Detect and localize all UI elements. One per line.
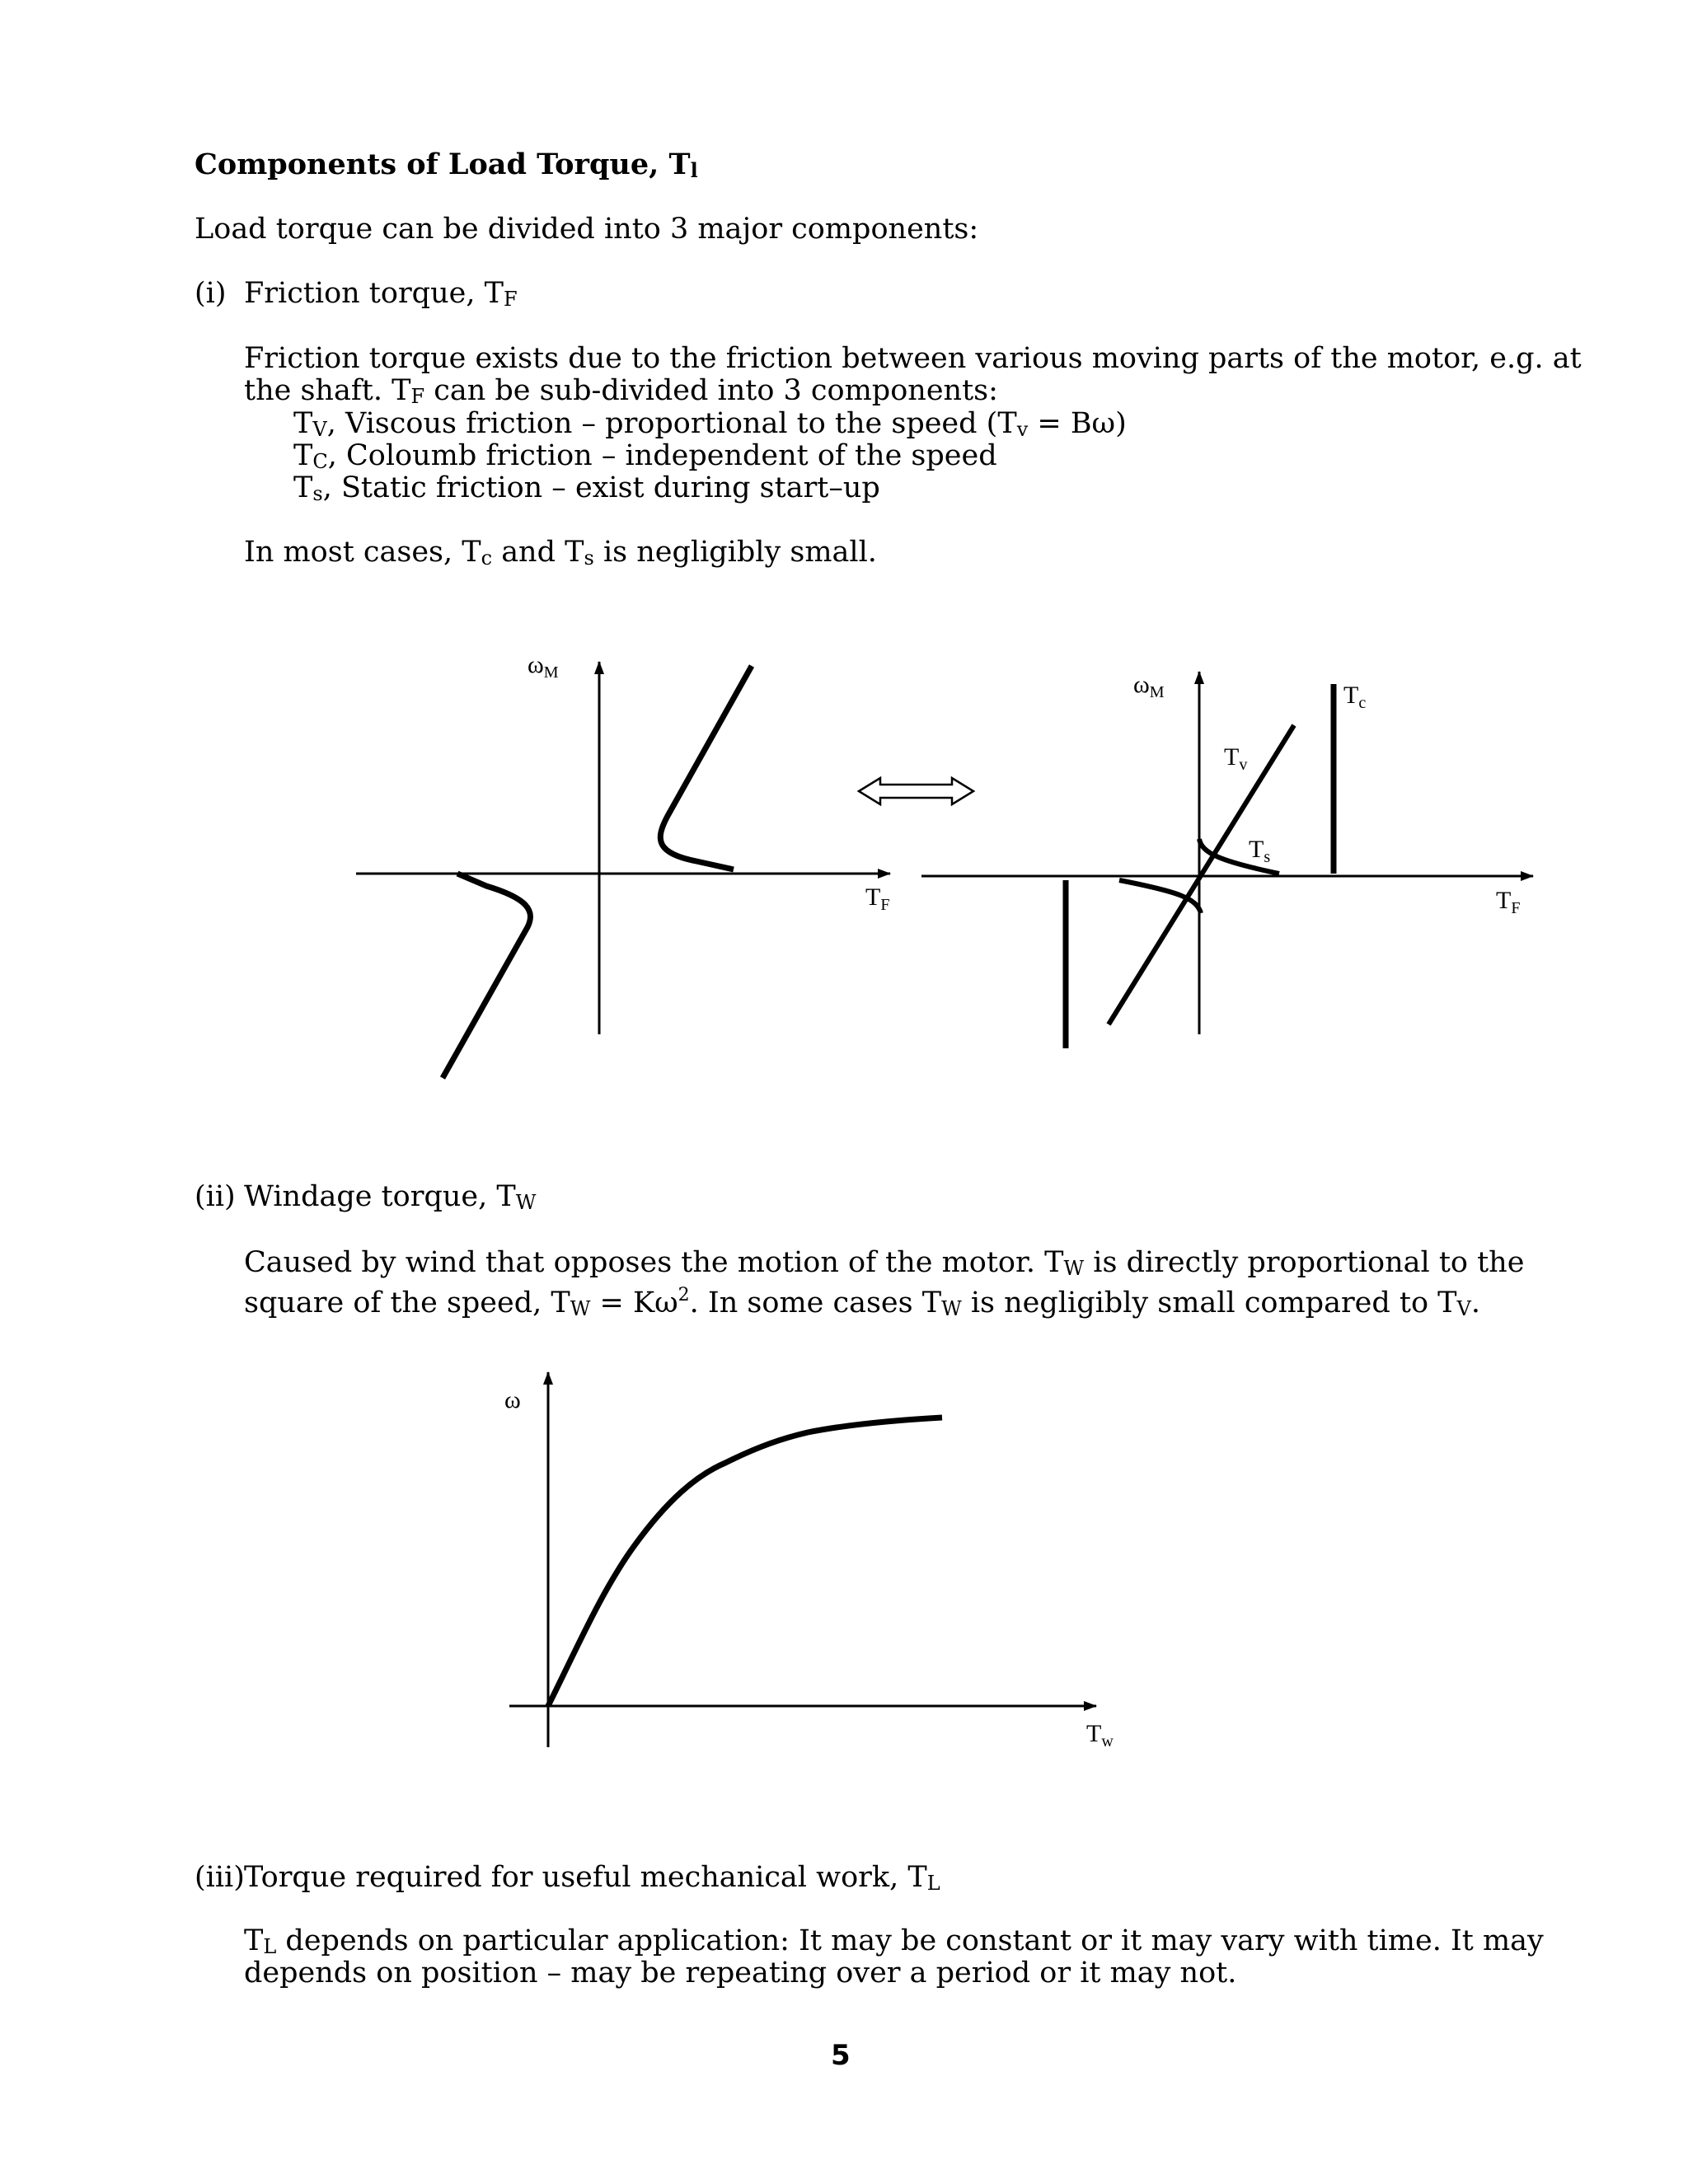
left-friction-curve-negative bbox=[443, 874, 530, 1078]
coloumb-friction-item: TC, Coloumb friction – independent of the speed bbox=[293, 439, 997, 473]
section-1-paragraph-line-2: the shaft. TF can be sub-divided into 3 components: bbox=[244, 374, 998, 408]
tv-label: $T_v$ bbox=[1224, 743, 1248, 774]
static-friction-item: Ts, Static friction – exist during start–up bbox=[293, 471, 880, 505]
section-2-line-1: Caused by wind that opposes the motion of the motor. TW is directly proportional to the bbox=[244, 1246, 1525, 1280]
static-friction-curve-negative bbox=[1119, 880, 1201, 913]
section-3-number: (iii) bbox=[195, 1861, 245, 1894]
windage-torque-plot bbox=[504, 1372, 1114, 1750]
left-y-axis-label: $\omega_M$ bbox=[528, 651, 559, 682]
section-1-number: (i) bbox=[195, 277, 227, 310]
section-2-number: (ii) bbox=[195, 1180, 236, 1213]
page-number: 5 bbox=[831, 2039, 851, 2072]
ts-label: $T_s$ bbox=[1249, 836, 1271, 866]
section-3-line-1: TL depends on particular application: It may be constant or it may vary with time. It may bbox=[244, 1924, 1544, 1958]
right-x-axis-label: $T_F$ bbox=[1496, 887, 1521, 917]
windage-curve bbox=[548, 1418, 942, 1706]
equivalence-arrow bbox=[859, 778, 973, 804]
section-3-title: Torque required for useful mechanical work, TL bbox=[244, 1861, 940, 1895]
intro-text: Load torque can be divided into 3 major components: bbox=[195, 213, 979, 246]
left-friction-plot bbox=[356, 651, 890, 1078]
section-1-paragraph-line-1: Friction torque exists due to the friction between various moving parts of the motor, e.g. at bbox=[244, 342, 1582, 375]
viscous-friction-item: TV, Viscous friction – proportional to the speed (Tv = Bω) bbox=[293, 407, 1127, 441]
section-3-line-2: depends on position – may be repeating over a period or it may not. bbox=[244, 1957, 1237, 1990]
left-friction-curve-positive bbox=[660, 666, 752, 869]
section-2-title: Windage torque, TW bbox=[244, 1180, 537, 1214]
page-title: Components of Load Torque, Tl bbox=[195, 148, 698, 182]
tc-label: $T_c$ bbox=[1343, 682, 1367, 712]
windage-x-axis-label: $T_w$ bbox=[1086, 1720, 1114, 1750]
section-1-note: In most cases, Tc and Ts is negligibly small. bbox=[244, 536, 877, 569]
windage-y-axis-label: ω bbox=[504, 1386, 521, 1413]
section-1-title: Friction torque, TF bbox=[244, 277, 518, 311]
right-y-axis-label: $\omega_M$ bbox=[1133, 671, 1165, 701]
right-friction-plot bbox=[921, 671, 1533, 1048]
section-2-heading bbox=[195, 1180, 537, 1214]
left-x-axis-label: $T_F$ bbox=[865, 883, 890, 914]
section-3-heading bbox=[195, 1861, 940, 1895]
section-2-line-2: square of the speed, TW = $K\omega^2$. In some cases TW is negligibly small compared to TV. bbox=[244, 1285, 1481, 1320]
